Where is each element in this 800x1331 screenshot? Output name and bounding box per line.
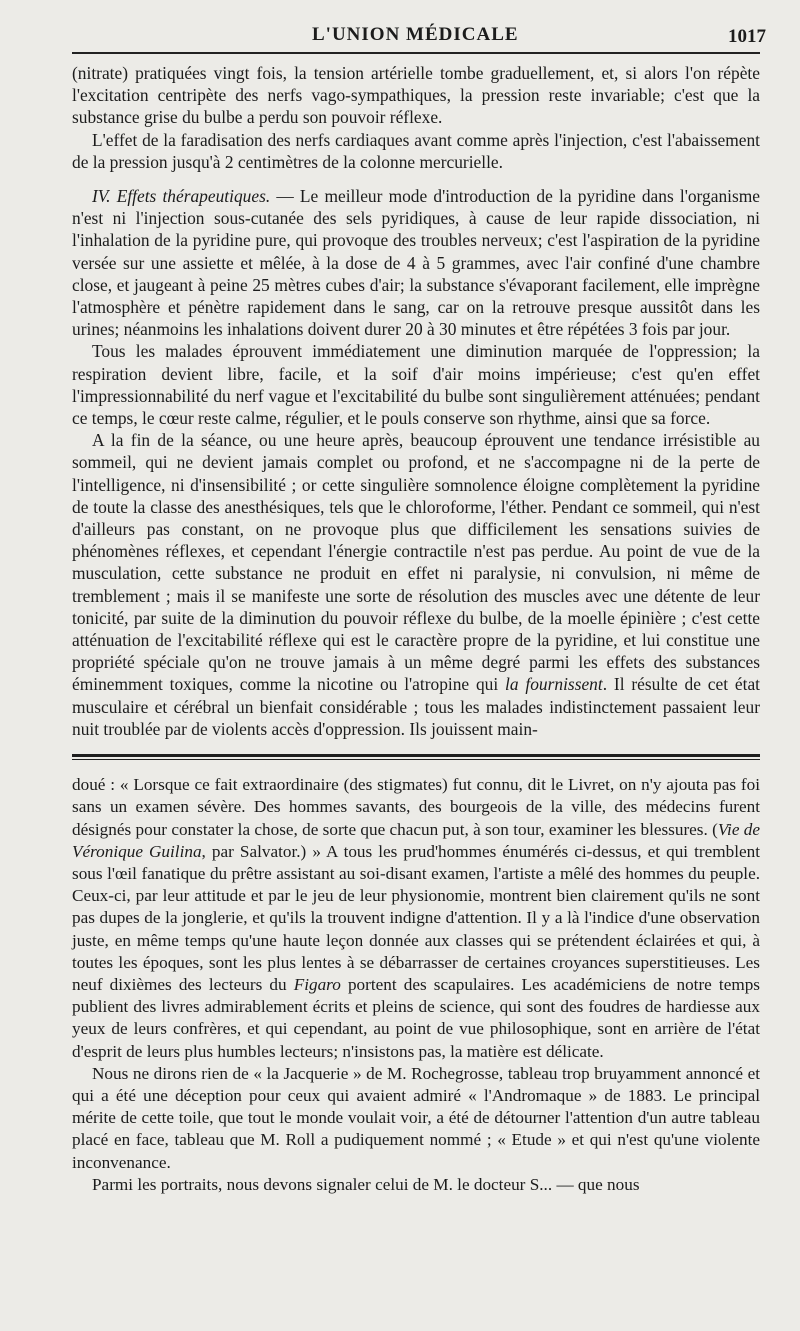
paragraph: Nous ne dirons rien de « la Jacquerie » de M. Rochegrosse, tableau trop bruyamment annoncé et qui a été une déception pour ceux qui avaient admiré « l'Andromaque » de 1883. Le principal mérite de cette toile, que tout le monde voulait voir, a été de détourner l'attention d'un autre tableau placé en face, tableau que M. Roll a pudiquement nommé ; « Etude » et qui n'est qu'une violente inconvenance. xyxy=(72,1063,760,1172)
page-header xyxy=(72,18,766,52)
section-text: — Le meilleur mode d'introduction de la pyridine dans l'organisme n'est ni l'injection sous-cutanée des sels pyridiques, à cause de leur rapide dissociation, ni l'inhalation de la pyridine pure, qui provoque des troubles nerveux; c'est l'aspiration de la pyridine versée sur une assiette et mêlée, à la dose de 4 à 5 grammes, avec l'air confiné d'une chambre close, et jaugeant à peine 25 mètres cubes d'air; la substance s'évaporant facilement, elle imprègne l'atmosphère et pénètre rapidement dans le sang, car on la retrouve presque aussitôt dans les urines; néanmoins les inhalations doivent durer 20 à 30 minutes et être répétées 3 fois par jour. xyxy=(72,186,760,340)
feuilleton-rule xyxy=(72,754,760,757)
paragraph-text: A la fin de la séance, ou une heure après, beaucoup éprouvent une tendance irrésistible au sommeil, qui ne devient jamais complet ou profond, et ne s'accompagne ni de la perte de l'intelligence, ni d'insensibilité ; or cette singulière somnolence éloigne complètement la pyridine de toute la classe des anesthésiques, tels que le chloroforme, l'éther. Pendant ce sommeil, qui n'est d'ailleurs pas constant, on ne provoque plus que difficilement les sensations suivies de phénomènes réflexes, et cependant l'énergie contractile n'est pas perdue. Au point de vue de la musculation, cette substance ne produit en effet ni paralysie, ni convulsion, ni même de tremblement ; mais il se manifeste une sorte de résolution des muscles avec une détente de leur tonicité, par suite de la diminution du pouvoir réflexe du bulbe, de la moelle épinière ; c'est cette atténuation de l'excitabilité réflexe qui est le caractère propre de la pyridine, et lui constitue une propriété spéciale qu'on ne trouve jamais à un même degré parmi les effets des substances éminemment toxiques, comme la nicotine ou l'atropine qui xyxy=(72,430,760,695)
paragraph-text: . Il résulte de cet état musculaire et cérébral un bienfait considérable ; tous les malades indistinctement passaient leur nuit troublée par de violents accès d'oppression. Ils jouissent main- xyxy=(72,674,760,739)
paragraph xyxy=(72,774,760,1063)
section-heading: IV. Effets thérapeutiques. xyxy=(92,186,271,207)
feuilleton-rule-thin xyxy=(72,759,760,760)
page-number: 1017 xyxy=(728,26,766,47)
main-text xyxy=(72,62,760,740)
paragraph-text: portent des scapulaires. Les académiciens de notre temps publient des livres admirablement écrits et pleins de science, qui sont des foudres de hardiesse aux yeux de leurs confrères, et qui cependant, au point de vue philosophique, sont en arrière de l'état d'esprit de leurs plus humbles lecteurs; n'insistons pas, la matière est délicate. xyxy=(72,974,760,1061)
italic-text: la fournissent xyxy=(505,674,603,695)
paragraph: L'effet de la faradisation des nerfs cardiaques avant comme après l'injection, c'est l'abaissement de la pression jusqu'à 2 centimètres de la colonne mercurielle. xyxy=(72,129,760,172)
running-title: L'UNION MÉDICALE xyxy=(312,24,519,45)
section-paragraph xyxy=(72,185,760,340)
paragraph-text: , par Salvator.) » A tous les prud'hommes énumérés ci-dessus, et qui tremblent sous l'œil fanatique du prêtre assistant au soi-disant examen, l'artiste a mêlé des hommes du peuple. Ceux-ci, par leur attitude et par le jeu de leur physionomie, montrent bien clairement qu'ils ne sont pas dupes de la jonglerie, et qu'ils la trouvent indigne d'attention. Il y a là l'indice d'une observation juste, en même temps qu'une haute leçon donnée aux classes qui se prétendent éclairées et qui, à toutes les époques, sont les plus lentes à se débarrasser de certaines croyances superstitieuses. Les neuf dixièmes des lecteurs du xyxy=(72,841,760,994)
paragraph: (nitrate) pratiquées vingt fois, la tension artérielle tombe graduellement, et, si alors l'on répète l'excitation centripète des nerfs vago-sympathiques, la pression reste invariable; c'est que la substance grise du bulbe a perdu son pouvoir réflexe. xyxy=(72,63,760,128)
paragraph xyxy=(72,429,760,740)
italic-title: Figaro xyxy=(293,974,341,994)
paragraph-text: doué : « Lorsque ce fait extraordinaire (des stigmates) fut connu, dit le Livret, on n'y ajouta pas foi sans un examen sévère. Des hommes savants, des bourgeois de la ville, des médecins furent désignés pour constater la chose, de sorte que chacun put, à son tour, examiner les blessures. ( xyxy=(72,775,760,839)
paragraph: Parmi les portraits, nous devons signaler celui de M. le docteur S... — que nous xyxy=(92,1174,640,1194)
italic-title: Vie de Véronique Guilina xyxy=(72,819,760,861)
feuilleton-text xyxy=(72,774,760,1196)
header-rule xyxy=(72,52,760,54)
paragraph: Tous les malades éprouvent immédiatement une diminution marquée de l'oppression; la respiration devient libre, facile, et la soif d'air moins impérieuse; c'est qu'en effet l'impressionnabilité du nerf vague et l'excitabilité du bulbe sont singulièrement atténuées; pendant ce temps, le cœur reste calme, régulier, et le pouls conserve son rhythme, ainsi que sa force. xyxy=(72,341,760,429)
